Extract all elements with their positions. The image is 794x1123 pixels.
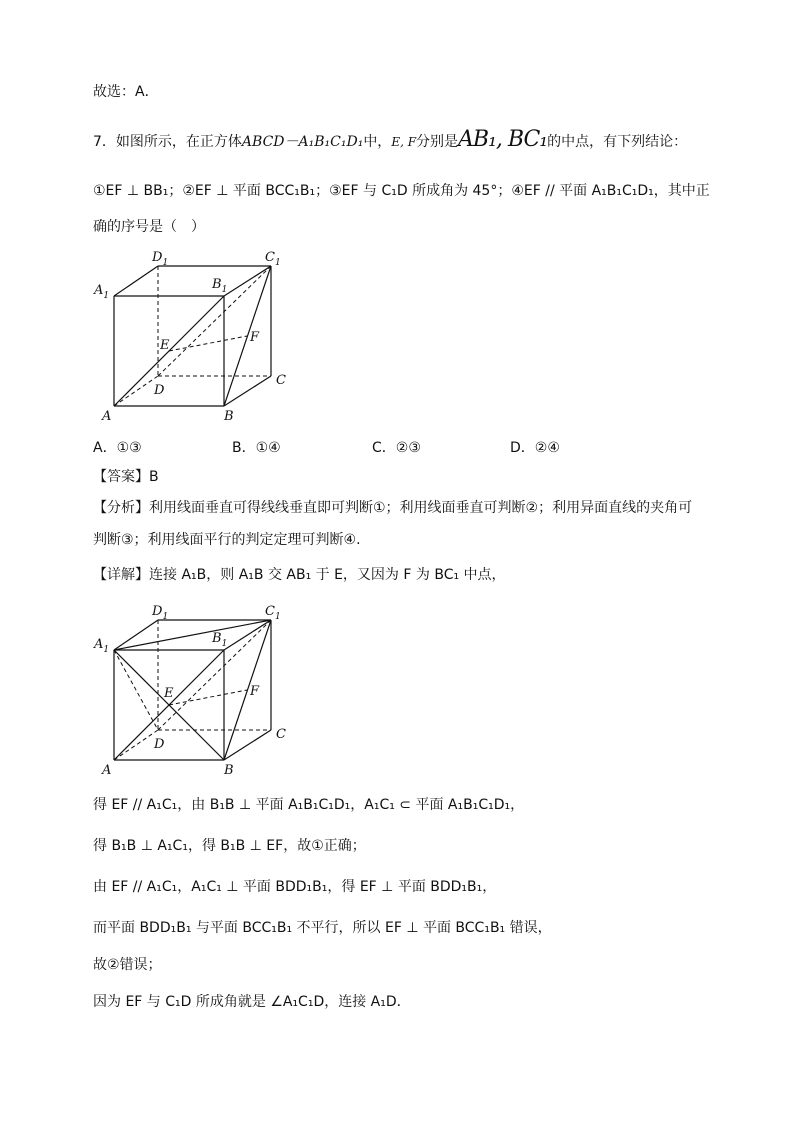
points-ef: E, F: [391, 135, 417, 149]
label-a1: $A_1$: [94, 283, 110, 301]
label-d: D: [154, 737, 165, 752]
label-f: F: [250, 684, 260, 699]
label-b: B: [224, 409, 234, 422]
edge-b1c1: [224, 266, 271, 296]
option-c-label: C．②③: [372, 440, 421, 456]
stem-text-3: 分别是: [416, 134, 459, 150]
label-c: C: [276, 373, 286, 388]
label-e: E: [160, 338, 170, 353]
answer-line: [93, 467, 159, 487]
edge-a1d1: [114, 266, 158, 296]
conclusion-line: [93, 82, 159, 102]
edge-ad-hidden: [114, 730, 158, 760]
detail-line: [93, 565, 506, 585]
solution-text-6: 因为 EF 与 C₁D 所成角就是 ∠A₁C₁D，连接 A₁D．: [93, 994, 411, 1010]
segment-ef-hidden: [169, 336, 247, 351]
stem-text-1: 7．如图所示，在正方体: [93, 134, 242, 150]
edge-bc: [224, 376, 271, 406]
option-a-label: A．①③: [93, 440, 142, 456]
label-c1: $C_1$: [265, 604, 281, 622]
label-d1: $D_1$: [152, 604, 169, 622]
option-d-label: D．②④: [510, 440, 560, 456]
segments-ab1-bc1: AB₁, BC₁: [458, 127, 548, 152]
option-a[interactable]: [93, 437, 142, 457]
label-c1: $C_1$: [265, 250, 281, 268]
solution-text-3: 由 EF // A₁C₁，A₁C₁ ⊥ 平面 BDD₁B₁，得 EF ⊥ 平面 BDD₁B₁，: [93, 879, 497, 895]
label-b1: $B_1$: [212, 631, 228, 649]
label-d1: $D_1$: [152, 250, 169, 268]
edge-ad-hidden: [114, 376, 158, 406]
label-b1: $B_1$: [212, 277, 228, 295]
solution-text-2: 得 B₁B ⊥ A₁C₁，得 B₁B ⊥ EF，故①正确；: [93, 838, 366, 854]
answer-text: 【答案】B: [93, 469, 159, 485]
option-c[interactable]: [372, 437, 421, 457]
edge-bc: [224, 730, 271, 760]
cube-figure-2: [90, 600, 300, 780]
cube-figure-1: [90, 246, 300, 422]
option-b-label: B．①④: [232, 440, 281, 456]
detail-text: 【详解】连接 A₁B，则 A₁B 交 AB₁ 于 E，又因为 F 为 BC₁ 中点，: [93, 567, 506, 583]
question-7-stem: [93, 127, 688, 152]
text-select-a: 故选：A．: [93, 84, 159, 100]
solution-text-1: 得 EF // A₁C₁，由 B₁B ⊥ 平面 A₁B₁C₁D₁，A₁C₁ ⊂ 平面 A₁B₁C₁D₁，: [93, 797, 525, 813]
prompt-text: 确的序号是（ ）: [93, 219, 205, 235]
option-b[interactable]: [232, 437, 281, 457]
solution-text-4: 而平面 BDD₁B₁ 与平面 BCC₁B₁ 不平行，所以 EF ⊥ 平面 BCC₁B₁ 错误，: [93, 920, 552, 936]
option-d[interactable]: [510, 437, 560, 457]
analysis-line-2: [93, 530, 361, 550]
solution-line-4: [93, 918, 552, 938]
diag-bc1: [224, 266, 271, 406]
analysis-text-1: 【分析】利用线面垂直可得线线垂直即可判断①；利用线面垂直可判断②；利用异面直线的夹角可: [93, 500, 693, 516]
solution-line-5: [93, 955, 162, 975]
segment-ef-hidden: [169, 690, 247, 705]
label-c: C: [276, 727, 286, 742]
question-prompt: [93, 217, 205, 237]
diag-a1d-hidden: [114, 650, 158, 730]
cube-name: ABCD－A₁B₁C₁D₁: [241, 134, 364, 150]
label-f: F: [250, 330, 260, 345]
solution-line-6: [93, 992, 411, 1012]
solution-line-2: [93, 836, 366, 856]
solution-line-3: [93, 877, 496, 897]
analysis-line-1: [93, 498, 692, 518]
statements-line: [93, 181, 710, 201]
label-a: A: [102, 763, 112, 778]
analysis-text-2: 判断③；利用线面平行的判定定理可判断④.: [93, 532, 361, 548]
solution-text-5: 故②错误；: [93, 957, 162, 973]
diag-bc1: [224, 620, 271, 760]
label-e: E: [164, 686, 174, 701]
solution-line-1: [93, 795, 524, 815]
label-d: D: [154, 383, 165, 398]
label-a: A: [102, 409, 112, 422]
stem-text-4: 的中点，有下列结论：: [547, 134, 688, 150]
label-a1: $A_1$: [94, 637, 110, 655]
stem-text-2: 中，: [363, 134, 392, 150]
statements-text: ①EF ⊥ BB₁；②EF ⊥ 平面 BCC₁B₁；③EF 与 C₁D 所成角为 45°；④EF // 平面 A₁B₁C₁D₁，其中正: [93, 183, 710, 199]
label-b: B: [224, 763, 234, 778]
